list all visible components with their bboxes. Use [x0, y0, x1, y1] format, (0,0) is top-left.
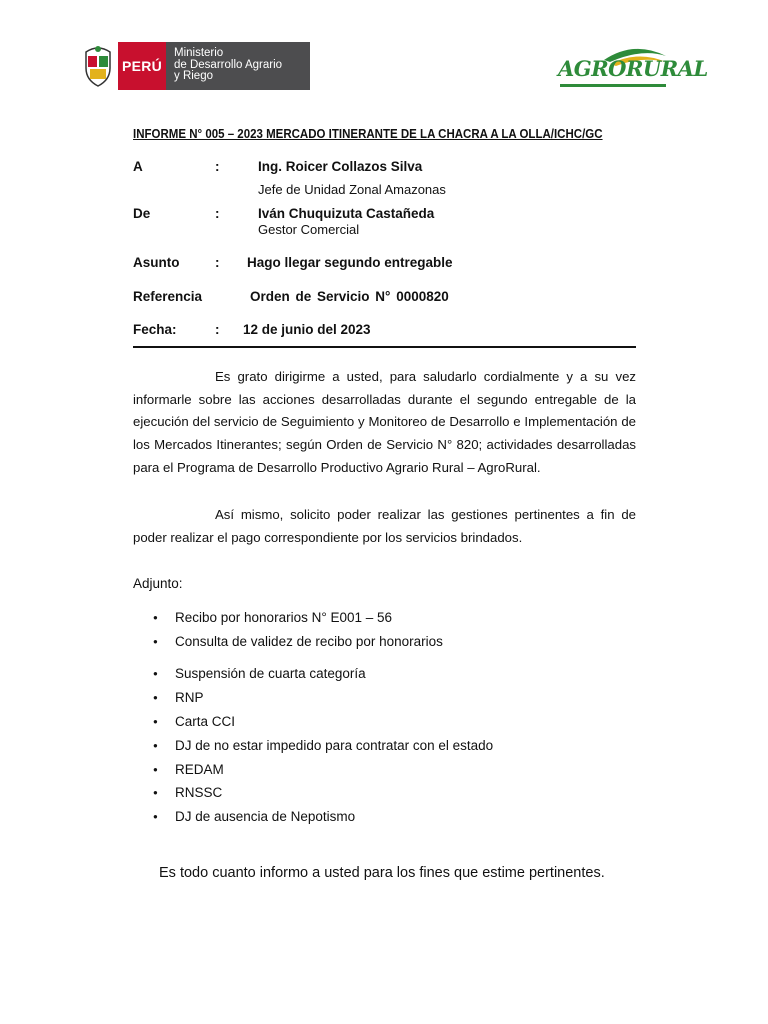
agrorural-tagline-bar: [560, 84, 666, 87]
paragraph-2-text: Así mismo, solicito poder realizar las gestiones pertinentes a fin de poder realizar el pago correspondiente por los servicios brindados.: [133, 507, 636, 545]
body-paragraph-1: [133, 366, 636, 480]
sender-name: Iván Chuquizuta Castañeda: [258, 206, 435, 221]
subject-value: Hago llegar segundo entregable: [247, 255, 453, 270]
ministry-line-3: y Riego: [174, 70, 213, 82]
attachments-label: Adjunto:: [133, 576, 183, 591]
attachment-item: ● DJ de no estar impedido para contratar con el estado: [153, 738, 494, 753]
attachment-item: ● REDAM: [153, 762, 224, 777]
attachment-item: ● DJ de ausencia de Nepotismo: [153, 809, 356, 824]
ministry-line-2: de Desarrollo Agrario: [174, 58, 283, 71]
peru-coat-of-arms-icon: [78, 42, 118, 90]
attachment-item: ● Carta CCI: [153, 714, 236, 729]
attachment-item: ● Suspensión de cuarta categoría: [153, 666, 366, 681]
field-label-fecha: Fecha:: [133, 322, 177, 337]
date-value: 12 de junio del 2023: [243, 322, 371, 337]
field-sep-asunto: :: [215, 255, 220, 270]
peru-label: PERÚ: [118, 42, 166, 90]
field-label-referencia: Referencia: [133, 289, 203, 304]
agrorural-wordmark: AGRORURAL: [558, 56, 708, 81]
header-divider: [133, 346, 636, 348]
ministry-name: [166, 42, 310, 90]
attachment-item: ● RNSSC: [153, 785, 223, 800]
field-sep-a: :: [215, 159, 220, 174]
field-sep-fecha: :: [215, 322, 220, 337]
ministry-line-1: Ministerio: [174, 47, 224, 59]
field-label-de: De: [133, 206, 151, 221]
agrorural-logo: [556, 42, 708, 94]
field-label-asunto: Asunto: [133, 255, 180, 270]
reference-value: Orden de Servicio N° 0000820: [250, 289, 449, 304]
field-label-a: A: [133, 159, 143, 174]
attachment-item: ● Consulta de validez de recibo por honorarios: [153, 634, 443, 649]
attachment-item: ● Recibo por honorarios N° E001 – 56: [153, 610, 393, 625]
attachment-item: ● RNP: [153, 690, 204, 705]
field-sep-de: :: [215, 206, 220, 221]
body-paragraph-2: [133, 504, 636, 549]
paragraph-1-text: Es grato dirigirme a usted, para saludarlo cordialmente y a su vez informarle sobre las acciones desarrolladas durante el segundo entregable de la ejecución del servicio de Seguimiento y Monitoreo de Desarrollo e Implementación de los Mercados Itinerantes; según Orden de Servicio N° 820; actividades desarrolladas para el Programa de Desarrollo Productivo Agrario Rural – AgroRural.: [133, 369, 636, 475]
ministry-logo: [78, 42, 310, 90]
closing-sentence: Es todo cuanto informo a usted para los fines que estime pertinentes.: [159, 865, 605, 881]
recipient-name: Ing. Roicer Collazos Silva: [258, 159, 423, 174]
recipient-title: Jefe de Unidad Zonal Amazonas: [258, 182, 446, 197]
sender-title: Gestor Comercial: [258, 222, 360, 237]
report-title: INFORME N° 005 – 2023 MERCADO ITINERANTE DE LA CHACRA A LA OLLA/ICHC/GC: [133, 127, 603, 141]
